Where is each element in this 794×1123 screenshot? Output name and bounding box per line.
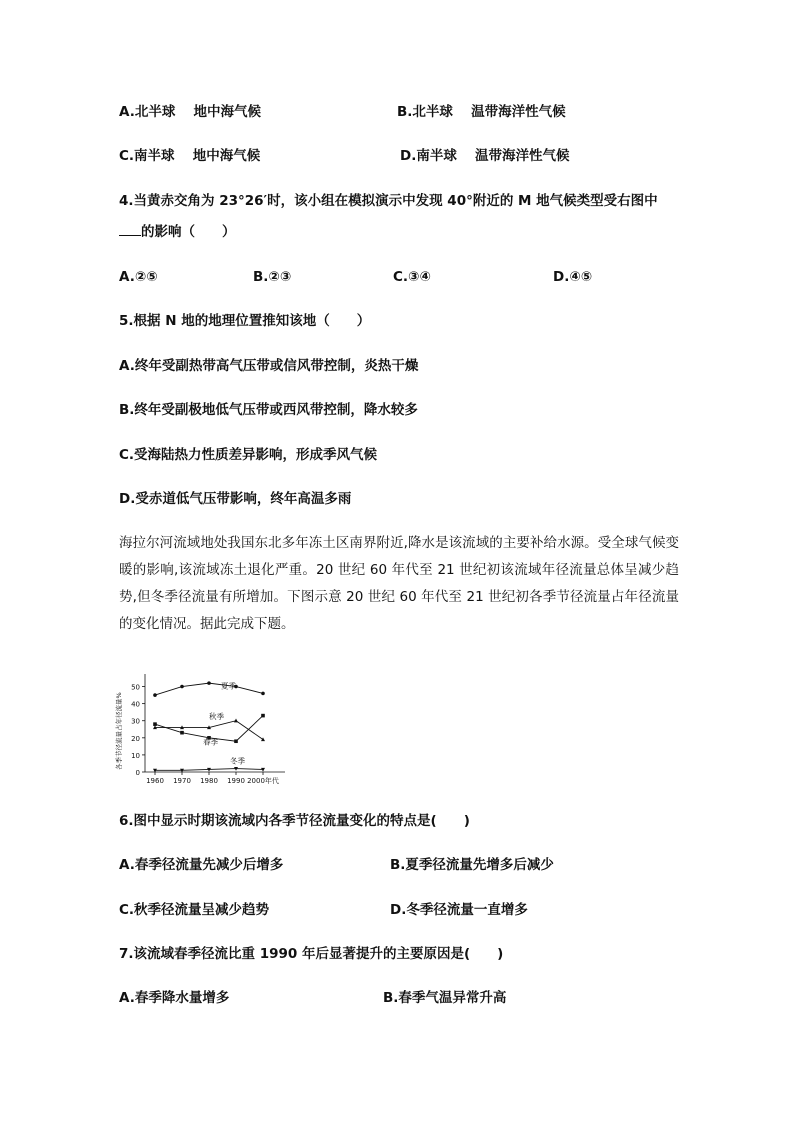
x-tick-label: 1980 xyxy=(200,777,218,785)
q7-option-a: A.春季降水量增多 xyxy=(119,990,230,1006)
q4-option-c: C.③④ xyxy=(393,269,431,285)
q4-option-b: B.②③ xyxy=(253,269,292,285)
data-point xyxy=(234,719,238,723)
q6-option-c: C.秋季径流量呈减少趋势 xyxy=(119,902,270,918)
q4-stem-line1: 4.当黄赤交角为 23°26′时，该小组在模拟演示中发现 40°附近的 M 地气候类型受右图中 xyxy=(119,193,658,209)
x-tick-label: 1970 xyxy=(173,777,191,785)
series-label: 冬季 xyxy=(230,756,245,766)
y-tick-label: 20 xyxy=(131,734,140,743)
series-label: 秋季 xyxy=(209,712,224,722)
x-tick-label: 2000年代 xyxy=(247,777,279,785)
q6-option-d: D.冬季径流量一直增多 xyxy=(390,902,528,918)
q6-stem: 6.图中显示时期该流域内各季节径流量变化的特点是( ) xyxy=(119,813,470,829)
q6-option-b: B.夏季径流量先增多后减少 xyxy=(390,857,554,873)
data-point xyxy=(180,685,184,689)
y-tick-label: 10 xyxy=(131,751,140,760)
y-tick-label: 50 xyxy=(131,683,140,692)
y-axis-label: 各季节径流量占年径流量% xyxy=(115,692,123,770)
q3-option-a: A.北半球 地中海气候 xyxy=(119,104,262,120)
q3-option-d: D.南半球 温带海洋性气候 xyxy=(400,148,570,164)
x-tick-label: 1990 xyxy=(227,777,245,785)
reading-passage: 海拉尔河流域地处我国东北多年冻土区南界附近,降水是该流域的主要补给水源。受全球气候变暖的影响,该流域冻土退化严重。20 世纪 60 年代至 21 世纪初该流域年径流量总体呈减少趋势,但冬季径流量有所增加。下图示意 20 世纪 60 年代至 21 世纪初各季节径流量占年径流量的变化情况。据此完成下题。 xyxy=(119,535,679,632)
data-point xyxy=(153,693,157,697)
series-label: 夏季 xyxy=(221,681,236,691)
q5-option-a: A.终年受副热带高气压带或信风带控制，炎热干燥 xyxy=(119,358,419,374)
y-tick-label: 30 xyxy=(131,717,140,726)
q3-option-c: C.南半球 地中海气候 xyxy=(119,148,261,164)
q5-stem: 5.根据 N 地的地理位置推知该地（ ） xyxy=(119,313,371,329)
q5-option-c: C.受海陆热力性质差异影响，形成季风气候 xyxy=(119,447,378,463)
y-tick-label: 0 xyxy=(135,769,140,777)
q4-option-a: A.②⑤ xyxy=(119,269,158,285)
y-tick-label: 40 xyxy=(131,700,140,709)
q3-option-b: B.北半球 温带海洋性气候 xyxy=(397,104,566,120)
q7-option-b: B.春季气温异常升高 xyxy=(383,990,507,1006)
data-point xyxy=(207,681,211,685)
q7-stem: 7.该流域春季径流比重 1990 年后显著提升的主要原因是( ) xyxy=(119,946,504,962)
q4-stem-line2 xyxy=(119,221,236,242)
data-point xyxy=(261,714,265,718)
data-point xyxy=(180,731,184,735)
data-point xyxy=(153,722,157,726)
data-point xyxy=(261,692,265,696)
series-label: 春季 xyxy=(203,737,218,747)
seasonal-runoff-chart xyxy=(115,672,295,790)
q4-option-d: D.④⑤ xyxy=(553,269,593,285)
q4-stem-tail: 的影响（ ） xyxy=(141,224,236,240)
q5-option-d: D.受赤道低气压带影响，终年高温多雨 xyxy=(119,491,352,507)
q6-option-a: A.春季径流量先减少后增多 xyxy=(119,857,284,873)
q5-option-b: B.终年受副极地低气压带或西风带控制，降水较多 xyxy=(119,402,418,418)
x-tick-label: 1960 xyxy=(146,777,164,785)
data-point xyxy=(234,739,238,743)
answer-blank xyxy=(119,221,141,236)
data-point xyxy=(261,737,265,741)
